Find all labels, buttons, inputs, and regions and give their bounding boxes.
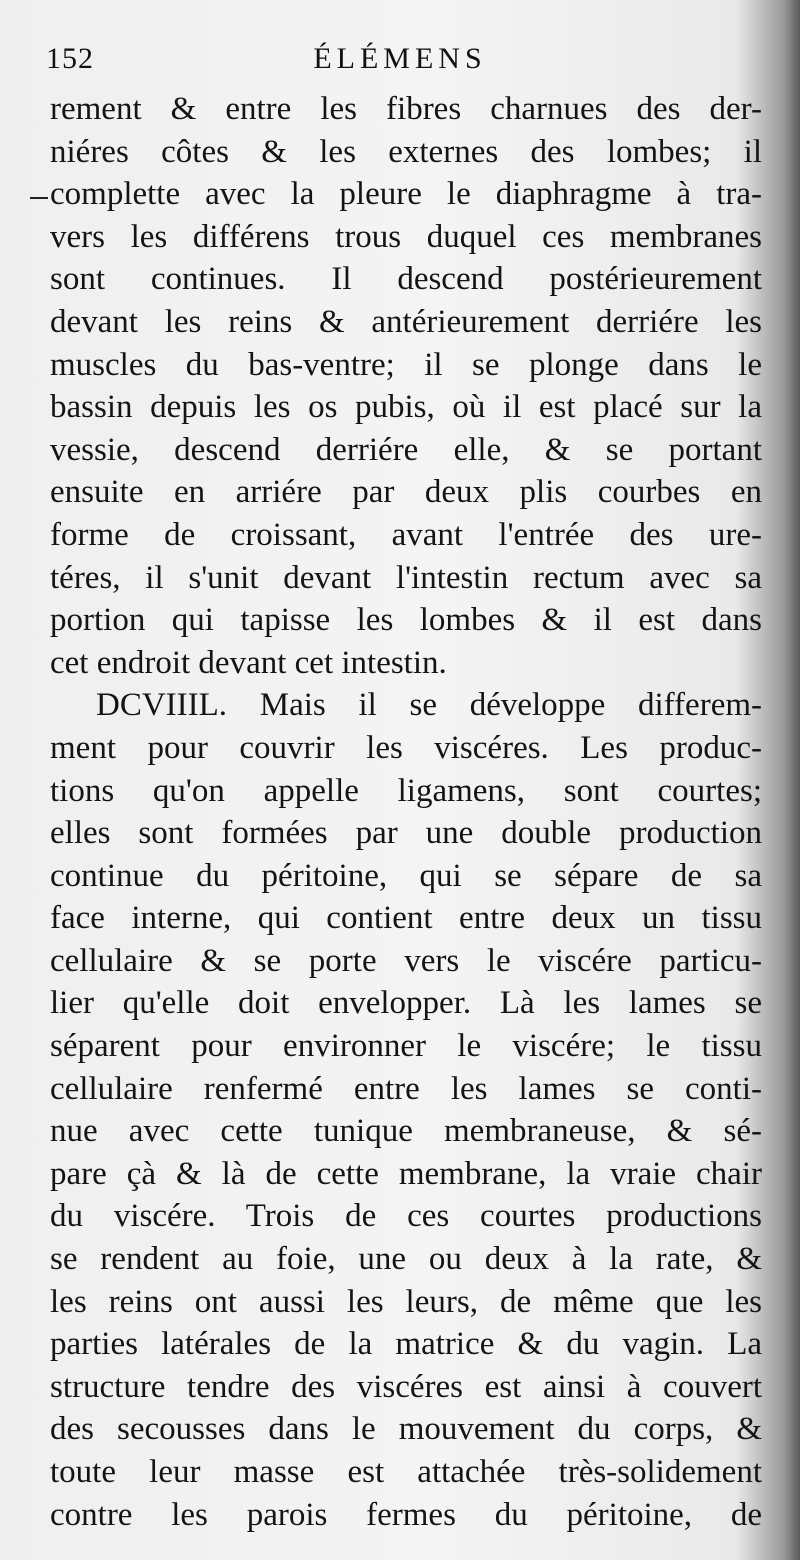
- text-line: cellulaire & se porte vers le viscére particu-: [50, 942, 762, 979]
- text-line: elles sont formées par une double production: [50, 815, 762, 852]
- text-line: toute leur masse est attachée très-solidement: [50, 1454, 762, 1490]
- text-line: sont continues. Il descend postérieurement: [50, 261, 762, 298]
- text-line: nue avec cette tunique membraneuse, & sé-: [50, 1113, 762, 1150]
- text-line: portion qui tapisse les lombes & il est dans: [50, 602, 762, 639]
- text-line: vers les différens trous duquel ces membranes: [50, 218, 762, 255]
- page-number: 152: [46, 42, 94, 75]
- text-line: les reins ont aussi les leurs, de même que les: [50, 1283, 762, 1320]
- text-line: continue du péritoine, qui se sépare de sa: [50, 857, 762, 894]
- text-line: pare çà & là de cette membrane, la vraie chair: [50, 1155, 762, 1192]
- margin-mark: [30, 197, 48, 199]
- body-text: [50, 88, 762, 1536]
- text-line: niéres côtes & les externes des lombes; il: [50, 133, 762, 170]
- text-line: des secousses dans le mouvement du corps, &: [50, 1411, 762, 1448]
- text-line: se rendent au foie, une ou deux à la rate, &: [50, 1241, 762, 1278]
- running-head: ÉLÉMENS: [313, 42, 487, 75]
- text-line: téres, il s'unit devant l'intestin rectum avec sa: [50, 559, 762, 596]
- text-line: complette avec la pleure le diaphragme à tra-: [50, 176, 762, 213]
- text-line: ensuite en arriére par deux plis courbes en: [50, 474, 762, 511]
- text-line: face interne, qui contient entre deux un tissu: [50, 900, 762, 937]
- paragraph-end-line: cet endroit devant cet intestin.: [50, 644, 447, 681]
- text-line: du viscére. Trois de ces courtes productions: [50, 1198, 762, 1235]
- text-line: muscles du bas-ventre; il se plonge dans le: [50, 346, 762, 383]
- text-line: rement & entre les fibres charnues des der-: [50, 91, 762, 127]
- text-line: cellulaire renfermé entre les lames se conti-: [50, 1070, 762, 1107]
- text-line: séparent pour environner le viscére; le tissu: [50, 1028, 762, 1065]
- text-line: forme de croissant, avant l'entrée des ure-: [50, 516, 762, 553]
- text-line: ment pour couvrir les viscéres. Les produc-: [50, 729, 762, 766]
- text-line: lier qu'elle doit envelopper. Là les lames se: [50, 985, 762, 1022]
- text-line: vessie, descend derriére elle, & se portant: [50, 431, 762, 468]
- text-line: parties latérales de la matrice & du vagin. La: [50, 1326, 762, 1363]
- text-line: devant les reins & antérieurement derriére les: [50, 303, 762, 340]
- text-line: bassin depuis les os pubis, où il est placé sur la: [50, 389, 762, 426]
- text-line: tions qu'on appelle ligamens, sont courtes;: [50, 772, 762, 809]
- text-line: structure tendre des viscéres est ainsi à couvert: [50, 1368, 762, 1405]
- text-line: contre les parois fermes du péritoine, de: [50, 1496, 762, 1533]
- section-start-line: DCVIIIL. Mais il se développe differem-: [96, 687, 762, 724]
